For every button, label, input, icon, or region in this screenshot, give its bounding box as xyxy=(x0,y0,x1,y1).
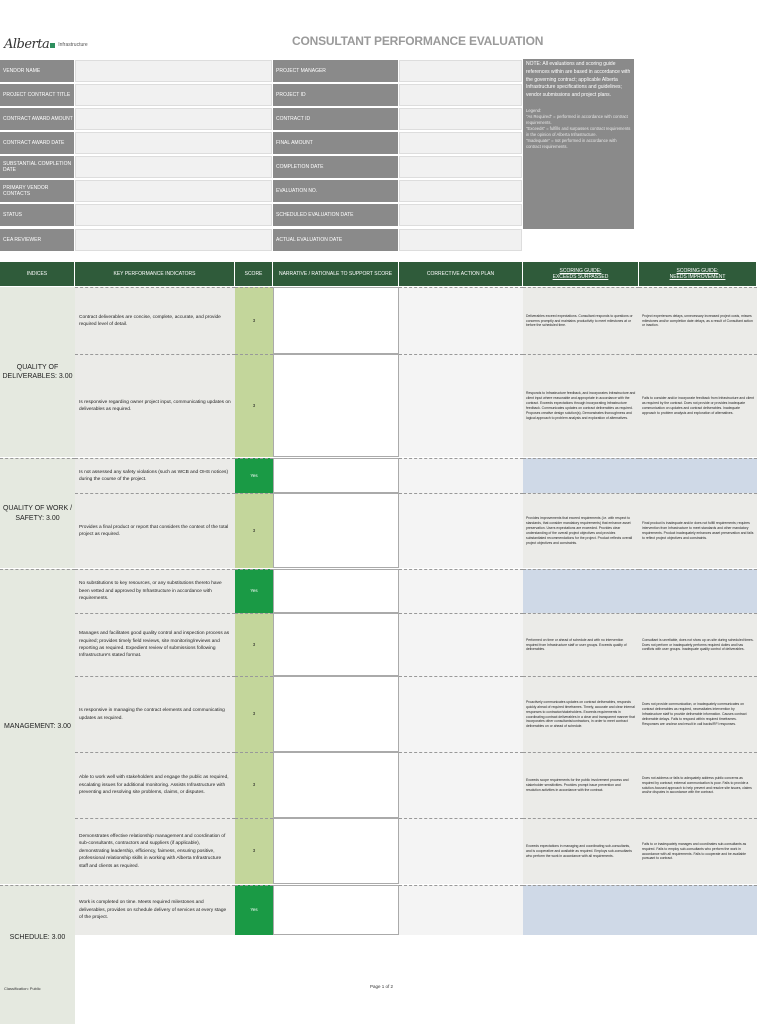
guide-needs-text xyxy=(639,885,757,935)
score-cell[interactable]: Yes xyxy=(235,885,273,935)
meta-label-contract-award-date: CONTRACT AWARD DATE xyxy=(0,132,74,154)
classification-label: Classification: Public xyxy=(4,986,41,991)
narrative-field[interactable] xyxy=(273,676,399,752)
narrative-field[interactable] xyxy=(273,818,399,884)
kpi-text: No substitutions to key resources, or any substitutions thereto have been vetted and approved by Infrastructure in accordance with requirements. xyxy=(75,569,235,613)
guide-exceeds-sub: EXCEEDS SURPASSED xyxy=(552,274,609,280)
project-manager-field[interactable] xyxy=(399,60,522,82)
narrative-field[interactable] xyxy=(273,752,399,818)
meta-label-contract-id: CONTRACT ID xyxy=(273,108,398,130)
meta-label-completion-date: COMPLETION DATE xyxy=(273,156,398,178)
kpi-text: Is not assessed any safety violations (such as WCB and OHS notices) during the course of the project. xyxy=(75,458,235,493)
score-cell[interactable]: 3 xyxy=(235,818,273,884)
contract-award-date-field[interactable] xyxy=(75,132,272,154)
score-cell[interactable]: 3 xyxy=(235,354,273,457)
guide-exceeds-title: SCORING GUIDE: xyxy=(559,267,602,274)
col-header-corrective: CORRECTIVE ACTION PLAN xyxy=(399,262,523,286)
guide-exceeds-text: Performed on time or ahead of schedule and with no intervention required from Infrastructure staff or user groups. Exceeds quality of deliverables. xyxy=(523,613,639,676)
note-text: NOTE: All evaluations and scoring guide references within are based in accordance with the governing contract; applicable Alberta Infrastructure specifications and guidelines; vendor submissions and project plans. xyxy=(526,61,631,98)
meta-label-substantial-completion-date: SUBSTANTIAL COMPLETION DATE xyxy=(0,156,74,178)
corrective-action-field[interactable] xyxy=(399,818,523,884)
narrative-field[interactable] xyxy=(273,569,399,613)
cea-reviewer-field[interactable] xyxy=(75,229,272,251)
kpi-text: Demonstrates effective relationship management and coordination of sub-consultants, contractors and suppliers (if applicable), demonstrating leadership, efficiency, fairness, ensuring positive, professional relationship skills in working with Alberta Infrastructure staff and clients as required. xyxy=(75,818,235,884)
meta-label-vendor-name: VENDOR NAME xyxy=(0,60,74,82)
score-cell[interactable]: 3 xyxy=(235,676,273,752)
meta-label-scheduled-evaluation-date: SCHEDULED EVALUATION DATE xyxy=(273,204,398,226)
guide-needs-text: Fails to or inadequately manages and coordinates sub-consultants as required. Fails to employ sub-consultants who perform the work in accordance with all requirements. Fails to cooperate and be available pursuant to contract. xyxy=(639,818,757,884)
index-quality-of-deliverables: QUALITY OF DELIVERABLES: 3.00 xyxy=(0,287,75,457)
guide-needs-text: Project experiences delays, unnecessary increased project costs, misses milestones and/or completion date delays, as a result of Consultant action or inaction. xyxy=(639,287,757,354)
guide-exceeds-text: Deliverables exceed expectations. Consultant responds to questions or concerns promptly and maintains productivity to meet milestones at or before the scheduled time. xyxy=(523,287,639,354)
legend-inadequate: "Inadequate" = not performed in accordance with contract requirements. xyxy=(526,138,617,150)
col-header-guide-exceeds xyxy=(523,262,639,286)
page-blank-area xyxy=(75,936,770,1024)
index-quality-of-work-safety: QUALITY OF WORK / SAFETY: 3.00 xyxy=(0,458,75,568)
col-header-score: SCORE xyxy=(235,262,273,286)
guide-needs-text: Does not address or fails to adequately address public concerns as required by contract; external communication is poor. Fails to provide a solution-focused approach to help prevent and resolve site issues, claims and/or disputes in accordance with the contract. xyxy=(639,752,757,818)
score-cell[interactable]: 3 xyxy=(235,493,273,568)
guide-needs-text: Consultant is unreliable, does not show up on-site during scheduled times. Does not perform or inadequately performs required duties and has conflicts with user groups. Inadequate quality control of deliverables. xyxy=(639,613,757,676)
col-header-kpi: KEY PERFORMANCE INDICATORS xyxy=(75,262,235,286)
contract-id-field[interactable] xyxy=(399,108,522,130)
project-id-field[interactable] xyxy=(399,84,522,106)
corrective-action-field[interactable] xyxy=(399,676,523,752)
corrective-action-field[interactable] xyxy=(399,458,523,493)
meta-label-final-amount: FINAL AMOUNT xyxy=(273,132,398,154)
meta-label-primary-vendor-contacts: PRIMARY VENDOR CONTACTS xyxy=(0,180,74,202)
guide-needs-sub: NEEDS IMPROVEMENT xyxy=(669,274,726,280)
scheduled-evaluation-date-field[interactable] xyxy=(399,204,522,226)
kpi-text: Work is completed on time. Meets required milestones and deliverables, provides on schedule delivery of services at every stage of the project. xyxy=(75,885,235,935)
kpi-text: Able to work well with stakeholders and engage the public as required, escalating issues for additional monitoring. Assists Infrastructure with preventing and resolving site problems, claims, or disputes. xyxy=(75,752,235,818)
kpi-text: Contract deliverables are concise, complete, accurate, and provide required level of detail. xyxy=(75,287,235,354)
corrective-action-field[interactable] xyxy=(399,493,523,568)
actual-evaluation-date-field[interactable] xyxy=(399,229,522,251)
score-cell[interactable]: 3 xyxy=(235,613,273,676)
meta-label-cea-reviewer: CEA REVIEWER xyxy=(0,229,74,251)
index-schedule: SCHEDULE: 3.00 xyxy=(0,885,75,1024)
guide-needs-text: Final product is inadequate and/or does not fulfill requirements; requires intervention from Infrastructure to meet standards and other mandatory requirements. Product inadequately enhances asset preservation and fails to reflect project objectives and constraints. xyxy=(639,493,757,568)
legend-title: Legend: xyxy=(526,107,542,113)
meta-label-actual-evaluation-date: ACTUAL EVALUATION DATE xyxy=(273,229,398,251)
guide-exceeds-text xyxy=(523,458,639,493)
score-cell[interactable]: Yes xyxy=(235,458,273,493)
kpi-text: Is responsive in managing the contract elements and communicating updates as required. xyxy=(75,676,235,752)
logo-subtitle: Infrastructure xyxy=(58,42,88,48)
primary-vendor-contacts-field[interactable] xyxy=(75,180,272,202)
corrective-action-field[interactable] xyxy=(399,354,523,457)
project-contract-title-field[interactable] xyxy=(75,84,272,106)
vendor-name-field[interactable] xyxy=(75,60,272,82)
narrative-field[interactable] xyxy=(273,613,399,676)
status-field[interactable] xyxy=(75,204,272,226)
guide-needs-text: Fails to consider and/or incorporate feedback from Infrastructure and client as required by the contract. Does not provide or provides inadequate communication on updates and contract deliverables. Inadequate approach to problem analysis and exploration of alternatives. xyxy=(639,354,757,457)
page-number: Page 1 of 2 xyxy=(370,984,394,989)
meta-label-project-id: PROJECT ID xyxy=(273,84,398,106)
guide-exceeds-text: Proactively communicates updates on contract deliverables, responds quickly ahead of required timeframes. Timely, accurate and clear internal responses to contractor/stakeholders. Exceeds requirements in coordinating contract deliverables in a clear and transparent manner that incorporates other consultants/contractors, in order to meet contract deliverables on or ahead of schedule. xyxy=(523,676,639,752)
col-header-indices: INDICES xyxy=(0,262,75,286)
guide-needs-title: SCORING GUIDE: xyxy=(676,267,719,274)
guide-needs-text xyxy=(639,458,757,493)
guide-exceeds-text: Exceeds expectations in managing and coordinating sub-consultants, and is cooperative and available as required. Employs sub-consultants who perform the work in accordance with all requirements. xyxy=(523,818,639,884)
corrective-action-field[interactable] xyxy=(399,885,523,935)
meta-label-status: STATUS xyxy=(0,204,74,226)
narrative-field[interactable] xyxy=(273,493,399,568)
corrective-action-field[interactable] xyxy=(399,287,523,354)
score-cell[interactable]: 3 xyxy=(235,752,273,818)
score-cell[interactable]: Yes xyxy=(235,569,273,613)
guide-exceeds-text xyxy=(523,885,639,935)
index-management: MANAGEMENT: 3.00 xyxy=(0,569,75,884)
meta-label-contract-award-amount: CONTRACT AWARD AMOUNT xyxy=(0,108,74,130)
final-amount-field[interactable] xyxy=(399,132,522,154)
page-title: CONSULTANT PERFORMANCE EVALUATION xyxy=(292,34,544,48)
logo-brand: Alberta xyxy=(4,37,50,52)
meta-label-evaluation-no: EVALUATION NO. xyxy=(273,180,398,202)
alberta-logo xyxy=(4,34,88,52)
narrative-field[interactable] xyxy=(273,287,399,354)
narrative-field[interactable] xyxy=(273,354,399,457)
col-header-guide-needs xyxy=(639,262,757,286)
meta-label-project-contract-title: PROJECT CONTRACT TITLE xyxy=(0,84,74,106)
kpi-text: Manages and facilitates good quality control and inspection process as required; provides timely field reviews, site monitoring/reviews and reporting as required. Expedient review of submissions following Infrastructure's stated format. xyxy=(75,613,235,676)
substantial-completion-date-field[interactable] xyxy=(75,156,272,178)
guide-exceeds-text xyxy=(523,569,639,613)
completion-date-field[interactable] xyxy=(399,156,522,178)
legend xyxy=(526,108,631,151)
corrective-action-field[interactable] xyxy=(399,613,523,676)
kpi-text: Provides a final product or report that considers the context of the total project as required. xyxy=(75,493,235,568)
legend-exceeds: "Exceeds" = fulfills and surpasses contract requirements in the opinion of Alberta Infrastructure. xyxy=(526,126,631,138)
col-header-narrative: NARRATIVE / RATIONALE TO SUPPORT SCORE xyxy=(273,262,399,286)
corrective-action-field[interactable] xyxy=(399,569,523,613)
score-cell[interactable]: 3 xyxy=(235,287,273,354)
contract-award-amount-field[interactable] xyxy=(75,108,272,130)
kpi-text: Is responsive regarding owner project input, communicating updates on deliverables as required. xyxy=(75,354,235,457)
guide-exceeds-text: Exceeds scope requirements for the public involvement process and stakeholder sensitivities. Provides prompt issue prevention and resolution activities in accordance with the contract. xyxy=(523,752,639,818)
note-box xyxy=(523,59,634,229)
legend-as-required: "As Required" = performed in accordance with contract requirements. xyxy=(526,113,628,125)
evaluation-no-field[interactable] xyxy=(399,180,522,202)
meta-label-project-manager: PROJECT MANAGER xyxy=(273,60,398,82)
guide-exceeds-text: Responds to Infrastructure feedback, and incorporates Infrastructure and client input where reasonable and appropriate in accordance with the contract. Exceeds expectations through incorporating Infrastructure feedback. Communicates updates on contract deliverables as required. Proposes creative design solution(s). Demonstrates thoroughness and logical approach to problem analysis and exploration of alternatives. xyxy=(523,354,639,457)
narrative-field[interactable] xyxy=(273,885,399,935)
logo-mark-icon xyxy=(50,43,55,48)
guide-exceeds-text: Provides improvements that exceed requirements (i.e. with respect to standards, that consider mandatory requirements) that enhance asset preservation. Users expectations are exceeded. Provides clear understanding of the overall project objectives and provides substantiated recommendations for the project. Product reflects overall project objectives and constraints. xyxy=(523,493,639,568)
guide-needs-text: Does not provide communication, or inadequately communicates on contract deliverables as required, necessitates intervention by Infrastructure staff to provide deliverable information. Causes contract deliverable delays. Fails to respond within required timeframes. Responses are unclear and result in call backs/RFI responses. xyxy=(639,676,757,752)
guide-needs-text xyxy=(639,569,757,613)
narrative-field[interactable] xyxy=(273,458,399,493)
corrective-action-field[interactable] xyxy=(399,752,523,818)
